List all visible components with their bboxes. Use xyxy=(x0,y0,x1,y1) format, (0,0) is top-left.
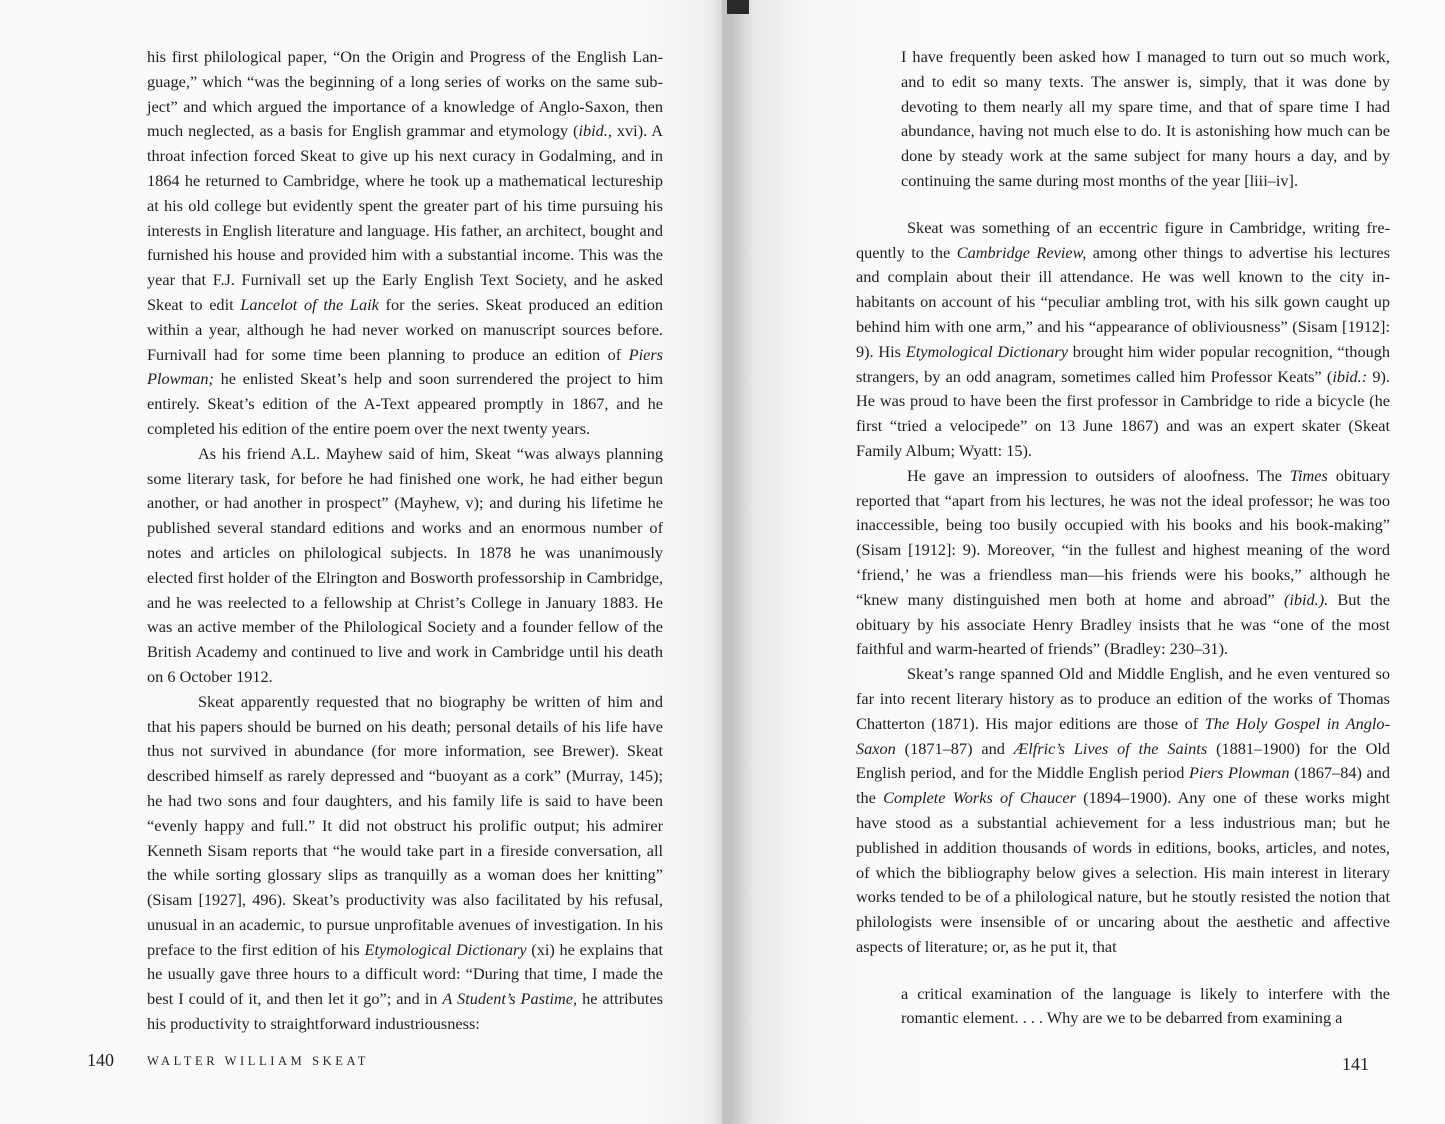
paragraph: As his friend A.L. Mayhew said of him, Skeat “was always planning some literary task, for before he had finished one work, he had either begun another, or had another in prospect” (Mayhew, v); and during his lifetime he published several standard editions and works and an enormous number of notes and articles on philological subjects. In 1878 he was unanimously elected first holder of the Elrington and Bosworth professorship in Cambridge, and he was reelected to a fellowship at Christ’s College in January 1883. He was an active member of the Philological Society and a founder fellow of the British Academy and continued to live and work in Cambridge until his death on 6 October 1912. xyxy=(147,443,663,686)
paragraph: Skeat’s range spanned Old and Middle English, and he even ventured so far into recent literary history as to produce an edition of the works of Thomas Chatterton (1871). His major editions are those of The Holy Gospel in Anglo-Saxon (1871–87) and Ælfric’s Lives of the Saints (1881–1900) for the Old English period, and for the Middle English period Piers Plowman (1867–84) and the Complete Works of Chaucer (1894–1900). Any one of these works might have stood as a substantial achievement for a less industrious man; but he published in addition thousands of words in editions, books, articles, and notes, of which the bibliography below gives a selection. His main interest in literary works tended to be of a philological nature, but he stoutly resisted the notion that philologists were insensible of or uncaring about the aesthetic and affective aspects of literature; or, as he put it, that xyxy=(856,664,1391,956)
left-page xyxy=(0,0,722,1124)
paragraph: He gave an impression to outsiders of aloofness. The Times obituary reported that “apart from his lectures, he was not the ideal professor; he was too inaccessible, being too busily occupied with his books and his book-making” (Sisam [1912]: 9). Moreover, “in the fullest and highest meaning of the word ‘friend,’ he was a friendless man—his friends were his books,” although he “knew many distinguished men both at home and abroad” (ibid.). But the obituary by his associate Henry Bradley insists that he was “one of the most faithful and warm-hearted of friends” (Bradley: 230–31). xyxy=(856,465,1390,659)
gutter-shadow xyxy=(712,0,752,1124)
page-edge-mark xyxy=(727,0,749,14)
paragraph: Skeat apparently requested that no biography be written of him and that his papers should be burned on his death; personal details of his life have thus not survived in abundance (for more information, see Brewer). Skeat described himself as rarely depressed and “buoyant as a cork” (Murray, 145); he had two sons and four daughters, and his family life is said to have been “evenly happy and full.” It did not obstruct his prolific output; his admirer Kenneth Sisam reports that “he would take part in a fireside conversation, all the while sorting glossary slips as tranquilly as a woman does her knitting” (Sisam [1927], 496). Skeat’s productivity was also facilitated by his refusal, unusual in an academic, to pursue unprofitable avenues of investigation. In his preface to the first edition of his Etymological Dictionary (xi) he explains that he usually gave three hours to a difficult word: “During that time, I made the best I could of it, and then let it go”; and in A Student’s Pastime, he attributes his productivity to straightforward industriousness: xyxy=(147,691,664,1034)
paragraph: Skeat was something of an eccentric figure in Cambridge, writing frequently to the Cambridge Review, among other things to advertise his lectures and complain about their ill attendance. He was well known to the city inhabitants on account of his “peculiar ambling trot, with his silk gown caught up behind him with one arm,” and his “appearance of obliviousness” (Sisam [1912]: 9). His Etymological Dictionary brought him wider popular recognition, “though strangers, by an odd anagram, sometimes called him Professor Keats” (ibid.: 9). He was proud to have been the first professor in Cambridge to ride a bicycle (he first “tried a velocipede” on 13 June 1867) and was an expert skater (Skeat Family Album; Wyatt: 15). xyxy=(856,217,1391,460)
running-head: WALTER WILLIAM SKEAT xyxy=(147,1054,369,1068)
block-quote: I have frequently been asked how I managed to turn out so much work, and to edit so many texts. The answer is, simply, that it was done by devoting to them nearly all my spare time, and that of spare time I had abundance, having not much else to do. It is astonishing how much can be done by steady work at the same subject for many hours a day, and by continuing the same during most months of the year [liii–iv]. xyxy=(901,47,1390,190)
block-quote: a critical examination of the language is likely to interfere with the romantic element. . . . Why are we to be debarred from examining a xyxy=(901,983,1390,1028)
right-page-body xyxy=(856,45,1390,1031)
page-number: 140 xyxy=(87,1050,114,1070)
right-page xyxy=(722,0,1445,1124)
paragraph: his first philological paper, “On the Origin and Progress of the English Language,” which “was the beginning of a long series of works on the same subject” and which argued the importance of a knowledge of Anglo-Saxon, then much neglected, as a basis for English grammar and etymology (ibid., xvi). A throat infection forced Skeat to give up his next curacy in Godalming, and in 1864 he returned to Cambridge, where he took up a mathematical lectureship at his old college but evidently spent the greater part of his time pursuing his interests in English literature and language. His father, an architect, bought and furnished his house and provided him with a substantial income. This was the year that F.J. Furnivall set up the Early English Text Society, and he asked Skeat to edit Lancelot of the Laik for the series. Skeat produced an edition within a year, although he had never worked on manuscript sources before. Furnivall had for some time been planning to produce an edition of Piers Plowman; he enlisted Skeat’s help and soon surrendered the project to him entirely. Skeat’s edition of the A-Text appeared promptly in 1867, and he completed his edition of the entire poem over the next twenty years. xyxy=(147,47,664,438)
left-page-body xyxy=(147,45,663,1037)
page-number: 141 xyxy=(1342,1054,1369,1074)
